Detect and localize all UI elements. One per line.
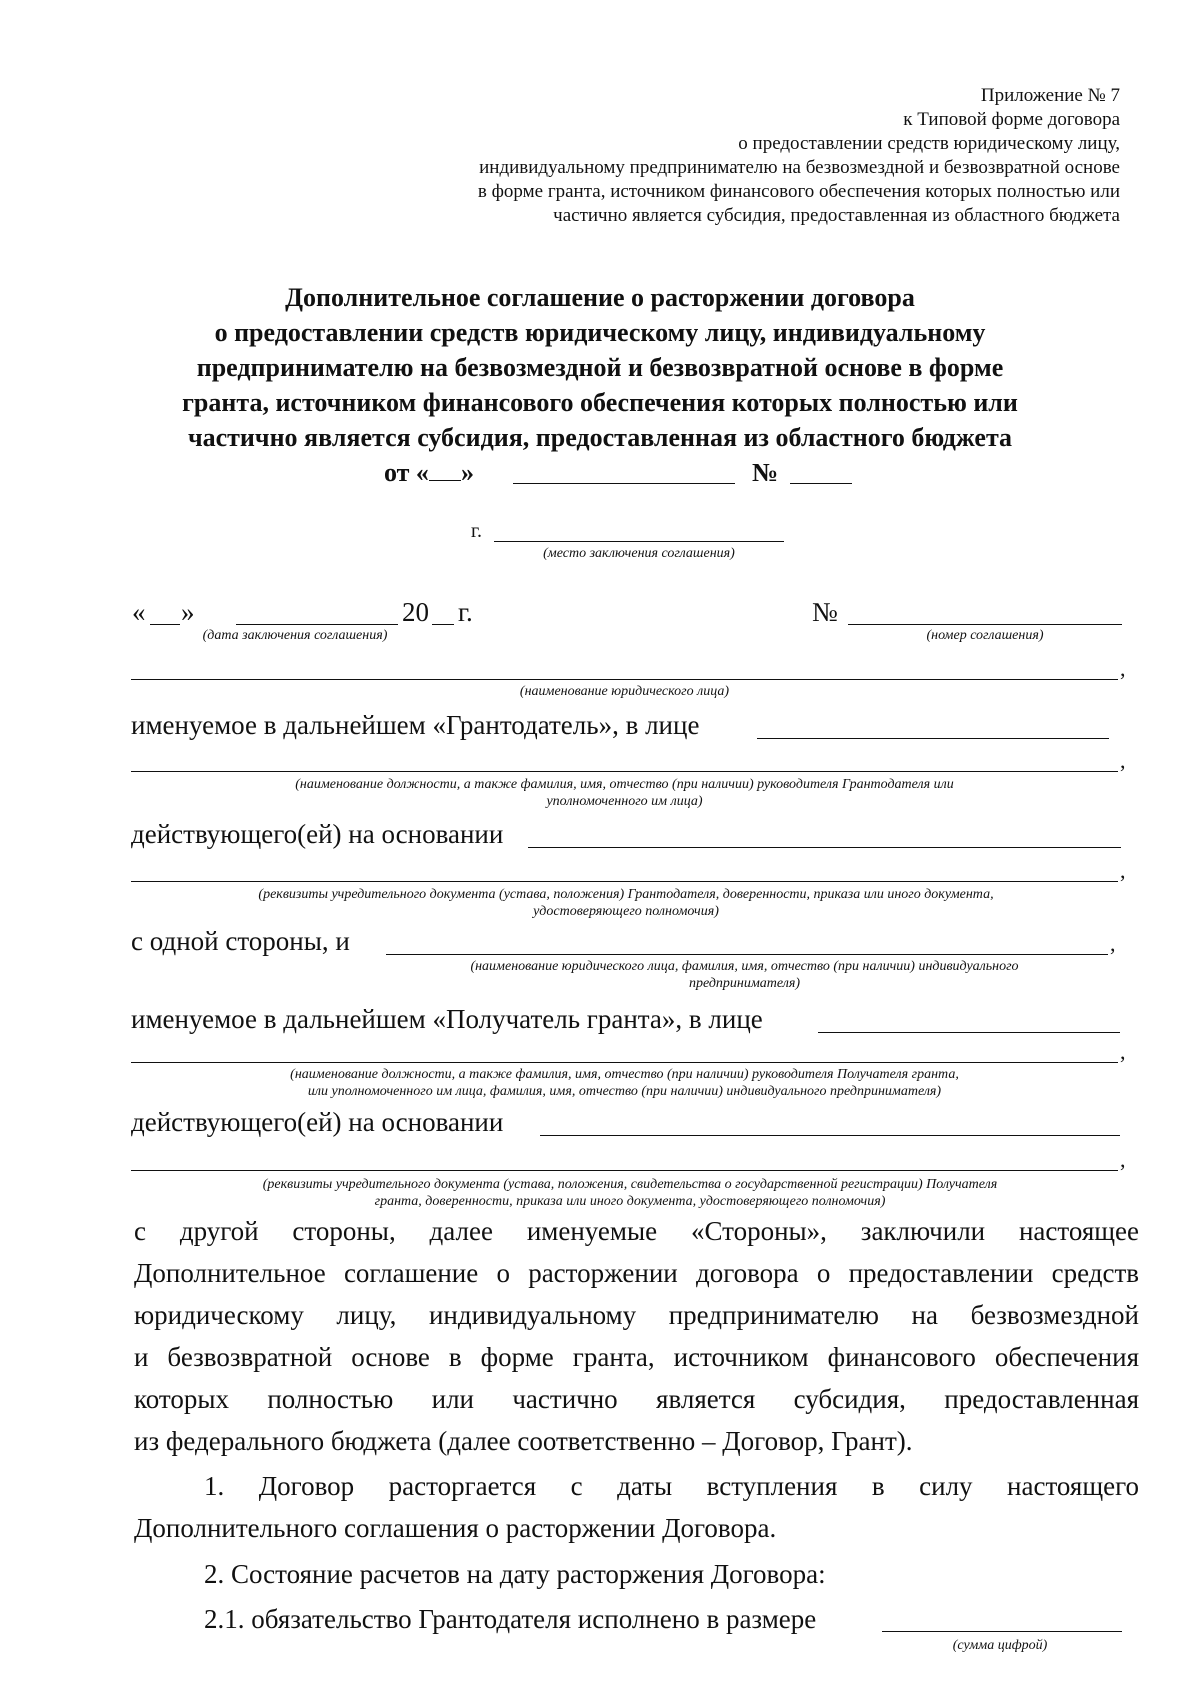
recipient-name-blank[interactable]: [386, 954, 1108, 955]
title-from-row: [384, 455, 474, 490]
grantor-acting-text: действующего(ей) на основании: [131, 819, 504, 849]
caption-line: уполномоченного им лица): [546, 794, 703, 809]
comma: ,: [1120, 1039, 1126, 1064]
item-2: 2. Состояние расчетов на дату расторжения Договора:: [204, 1559, 826, 1589]
date-month-blank[interactable]: [236, 624, 398, 625]
date-year: 20: [402, 597, 429, 627]
from-day-blank[interactable]: [429, 480, 461, 481]
appendix-header: [478, 84, 1120, 228]
title-line: предпринимателю на безвозмездной и безвозвратной основе в форме: [196, 353, 1004, 382]
title-number-sign: №: [752, 458, 779, 487]
sum-blank[interactable]: [882, 1631, 1122, 1632]
date-day-blank[interactable]: [150, 624, 180, 625]
body-line: с другой стороны, далее именуемые «Стороны», заключили настоящее: [134, 1216, 1139, 1246]
date-open-quote: «: [132, 597, 146, 627]
caption-line: (наименование должности, а также фамилия, имя, отчество (при наличии) руководителя Грантодателя или: [295, 777, 954, 792]
comma: ,: [1120, 858, 1126, 883]
number-caption: (номер соглашения): [926, 628, 1044, 643]
recipient-basis-blank[interactable]: [540, 1135, 1120, 1136]
caption-line: (реквизиты учредительного документа (устава, положения) Грантодателя, доверенности, приказа или иного документа,: [258, 887, 994, 902]
place-prefix: г.: [471, 520, 482, 542]
date-year-suffix: г.: [458, 597, 473, 627]
caption-line: или уполномоченного им лица, фамилия, имя, отчество (при наличии) индивидуального предпринимателя): [307, 1084, 942, 1099]
comma: ,: [1120, 748, 1126, 773]
body-line: которых полностью или частично является субсидия, предоставленная: [134, 1384, 1139, 1414]
grantor-rep-blank[interactable]: [757, 738, 1109, 739]
from-mid: »: [460, 458, 474, 487]
comma: ,: [1110, 931, 1116, 956]
grantor-rep-blank-2[interactable]: [131, 771, 1118, 772]
recipient-rep-blank-2[interactable]: [131, 1062, 1118, 1063]
item-1-line-2: Дополнительного соглашения о расторжении Договора.: [134, 1513, 777, 1543]
caption-line: удостоверяющего полномочия): [533, 904, 719, 919]
agreement-number-blank[interactable]: [848, 624, 1122, 625]
body-line: юридическому лицу, индивидуальному предпринимателю на безвозмездной: [134, 1300, 1139, 1330]
caption-line: (реквизиты учредительного документа (устава, положения, свидетельства о государственной регистрации) Получателя: [262, 1177, 998, 1192]
place-blank[interactable]: [494, 541, 784, 542]
recipient-named-text: именуемое в дальнейшем «Получатель гранта», в лице: [131, 1004, 763, 1034]
body-line-last: из федерального бюджета (далее соответственно – Договор, Грант).: [134, 1426, 913, 1456]
caption-line: гранта, доверенности, приказа или иного документа, удостоверяющего полномочия): [374, 1194, 886, 1209]
appendix-line: частично является субсидия, предоставленная из областного бюджета: [553, 205, 1120, 226]
comma: ,: [1120, 656, 1126, 681]
date-year-blank[interactable]: [432, 624, 454, 625]
appendix-line: к Типовой форме договора: [903, 109, 1120, 130]
body-line: Дополнительное соглашение о расторжении договора о предоставлении средств: [134, 1258, 1139, 1288]
sum-caption: (сумма цифрой): [952, 1638, 1048, 1653]
body-line: и безвозвратной основе в форме гранта, источником финансового обеспечения: [134, 1342, 1139, 1372]
recipient-basis-blank-2[interactable]: [131, 1170, 1118, 1171]
caption-line: предпринимателя): [688, 976, 801, 991]
caption-line: (наименование юридического лица, фамилия, имя, отчество (при наличии) индивидуального: [470, 959, 1019, 974]
title-line: о предоставлении средств юридическому лицу, индивидуальному: [214, 318, 986, 347]
title-line: гранта, источником финансового обеспечения которых полностью или: [182, 388, 1018, 417]
item-2-1: 2.1. обязательство Грантодателя исполнено в размере: [204, 1604, 817, 1634]
from-number-blank[interactable]: [790, 483, 852, 484]
grantor-basis-blank[interactable]: [528, 847, 1121, 848]
date-close-quote: »: [181, 597, 195, 627]
grantor-doc-caption: [131, 886, 1121, 920]
from-date-blank[interactable]: [513, 483, 735, 484]
appendix-line: Приложение № 7: [980, 85, 1120, 106]
title-line: частично является субсидия, предоставленная из областного бюджета: [187, 423, 1013, 452]
recipient-acting-text: действующего(ей) на основании: [131, 1107, 504, 1137]
one-side-text: с одной стороны, и: [131, 926, 350, 956]
appendix-line: индивидуальному предпринимателю на безвозмездной и безвозвратной основе: [479, 157, 1120, 178]
from-prefix: от «: [384, 458, 429, 487]
recipient-rep-blank[interactable]: [818, 1032, 1120, 1033]
caption-line: (наименование должности, а также фамилия, имя, отчество (при наличии) руководителя Получателя гранта,: [290, 1067, 959, 1082]
recipient-doc-caption: [131, 1176, 1129, 1210]
comma: ,: [1120, 1147, 1126, 1172]
recipient-rep-caption: [131, 1066, 1118, 1100]
appendix-line: о предоставлении средств юридическому лицу,: [738, 133, 1120, 154]
agreement-number-sign: №: [812, 597, 838, 627]
grantor-basis-blank-2[interactable]: [131, 881, 1118, 882]
document-title: [0, 280, 1200, 455]
grantor-rep-caption: [131, 776, 1118, 810]
grantor-name-blank[interactable]: [131, 679, 1118, 680]
item-1-line: 1. Договор расторгается с даты вступления в силу настоящего: [204, 1471, 1139, 1501]
place-caption: (место заключения соглашения): [543, 546, 735, 561]
grantor-name-caption: (наименование юридического лица): [519, 684, 730, 699]
date-caption: (дата заключения соглашения): [202, 628, 388, 643]
title-line: Дополнительное соглашение о расторжении договора: [285, 283, 915, 312]
grantor-named-text: именуемое в дальнейшем «Грантодатель», в лице: [131, 710, 700, 740]
appendix-line: в форме гранта, источником финансового обеспечения которых полностью или: [477, 181, 1120, 202]
recipient-name-caption: [372, 958, 1117, 992]
